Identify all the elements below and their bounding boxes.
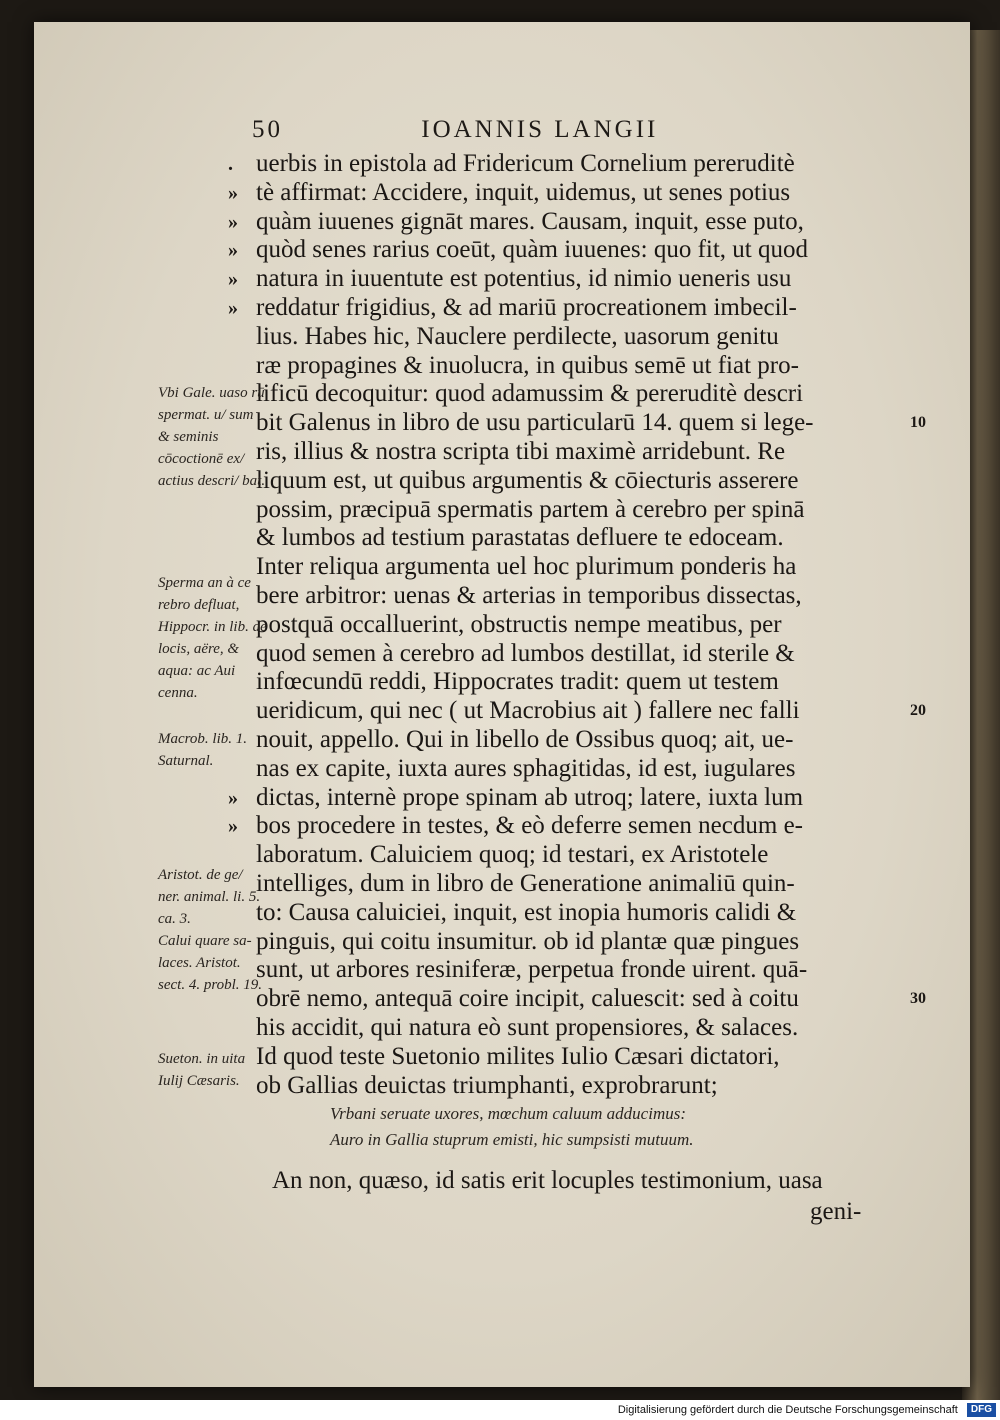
text-line xyxy=(256,956,896,985)
text-line xyxy=(228,236,896,265)
line-text: ræ propagines & inuolucra, in quibus semē ut fiat pro- xyxy=(256,351,799,379)
quotation-mark: » xyxy=(228,786,238,809)
text-line xyxy=(256,726,896,755)
text-line xyxy=(256,496,896,525)
line-text: quàm iuuenes gignāt mares. Causam, inquit, esse puto, xyxy=(256,207,804,235)
line-text: nas ex capite, iuxta aures sphagitidas, id est, iugulares xyxy=(256,754,796,782)
text-line xyxy=(228,178,896,208)
quotation-mark: . xyxy=(228,153,233,175)
text-line xyxy=(256,841,896,870)
line-text: nouit, appello. Qui in libello de Ossibus quoq; ait, ue- xyxy=(256,725,794,753)
line-text: ris, illius & nostra scripta tibi maximè arridebunt. Re xyxy=(256,437,786,465)
quotation-mark: » xyxy=(228,239,238,262)
text-line xyxy=(228,207,896,237)
text-line xyxy=(256,899,896,928)
line-number: 30 xyxy=(910,990,926,1008)
text-line xyxy=(256,755,896,784)
text-line xyxy=(256,611,896,640)
text-line xyxy=(256,640,896,669)
line-text: tè affirmat: Accidere, inquit, uidemus, ut senes potius xyxy=(256,178,791,206)
line-text: reddatur frigidius, & ad mariū procreationem imbecil- xyxy=(256,293,797,321)
footer-credit: Digitalisierung gefördert durch die Deutsche Forschungsgemeinschaft xyxy=(617,1404,958,1416)
text-line xyxy=(256,380,896,409)
text-line xyxy=(256,553,896,582)
text-line xyxy=(256,697,926,726)
text-line xyxy=(256,409,926,438)
margin-note-sperma: Sperma an à ce rebro defluat, Hippocr. in lib. de locis, aëre, & aqua: ac Aui cenna. xyxy=(158,575,267,701)
margin-note-calui: Calui quare sa- laces. Aristot. sect. 4. probl. 19. xyxy=(158,933,263,993)
line-text: lius. Habes hic, Nauclere perdilecte, uasorum genitu xyxy=(256,322,779,350)
line-text: his accidit, qui natura eò sunt propensiores, & salaces. xyxy=(256,1013,799,1041)
margin-note-aristotle: Aristot. de ge/ ner. animal. li. 5. ca. 3. xyxy=(158,867,261,927)
text-line xyxy=(256,438,896,467)
line-text: Inter reliqua argumenta uel hoc plurimum ponderis ha xyxy=(256,553,797,581)
line-text: bos procedere in testes, & eò deferre semen necdum e- xyxy=(256,812,803,840)
text-line xyxy=(228,293,896,323)
quotation-mark: » xyxy=(228,268,238,291)
line-text: infœcundū reddi, Hippocrates tradit: quem ut testem xyxy=(256,668,779,696)
line-text: lificū decoquitur: quod adamussim & pereruditè descri xyxy=(256,380,804,408)
text-line xyxy=(256,668,896,697)
text-line xyxy=(228,812,896,841)
line-text: Id quod teste Suetonio milites Iulio Cæsari dictatori, xyxy=(256,1042,780,1070)
line-text: quod semen à cerebro ad lumbos destillat, id sterile & xyxy=(256,639,795,667)
final-text-line: An non, quæso, id satis erit locuples testimonium, uasa xyxy=(272,1167,823,1194)
text-line xyxy=(256,1014,896,1043)
text-line xyxy=(256,985,926,1014)
text-line xyxy=(228,150,896,179)
main-text-block xyxy=(228,150,926,1100)
page-number: 50 xyxy=(252,116,283,143)
verse-line-1: Vrbani seruate uxores, mœchum caluum adducimus: xyxy=(330,1104,687,1123)
running-title: IOANNIS LANGII xyxy=(421,116,659,143)
line-text: to: Causa caluiciei, inquit, est inopia humoris calidi & xyxy=(256,898,797,926)
verse-line-2: Auro in Gallia stuprum emisti, hic sumpsisti mutuum. xyxy=(330,1130,694,1149)
line-text: intelliges, dum in libro de Generatione animaliū quin- xyxy=(256,869,795,897)
text-line xyxy=(256,582,896,611)
line-text: natura in iuuentute est potentius, id nimio ueneris usu xyxy=(256,265,792,293)
line-text: laboratum. Caluiciem quoq; id testari, ex Aristotele xyxy=(256,841,769,869)
line-number: 20 xyxy=(910,702,926,720)
text-line xyxy=(256,1043,896,1072)
text-line xyxy=(256,467,896,496)
quotation-mark: » xyxy=(228,815,238,838)
text-line xyxy=(228,265,896,294)
running-header xyxy=(252,116,892,144)
line-text: uerbis in epistola ad Fridericum Cornelium pereruditè xyxy=(256,150,795,177)
catchword: geni- xyxy=(810,1198,862,1225)
line-text: postquā occalluerint, obstructis nempe meatibus, per xyxy=(256,610,782,638)
digitization-footer xyxy=(0,1400,1000,1420)
line-text: quòd senes rarius coeūt, quàm iuuenes: quo fit, ut quod xyxy=(256,236,808,264)
margin-note-suetonius: Sueton. in uita Iulij Cæsaris. xyxy=(158,1051,246,1089)
line-text: liquum est, ut quibus argumentis & cōiecturis asserere xyxy=(256,466,799,494)
line-text: bit Galenus in libro de usu particularū 14. quem si lege- xyxy=(256,409,814,437)
line-number: 10 xyxy=(910,414,926,432)
line-text: ueridicum, qui nec ( ut Macrobius ait ) fallere nec falli xyxy=(256,697,800,725)
text-line xyxy=(256,524,896,553)
text-line xyxy=(256,352,896,381)
quotation-mark: » xyxy=(228,210,238,233)
text-line xyxy=(228,783,896,813)
line-text: obrē nemo, antequā coire incipit, caluescit: sed à coitu xyxy=(256,985,799,1013)
text-line xyxy=(256,870,896,899)
dfg-logo: DFG xyxy=(967,1403,996,1417)
line-text: sunt, ut arbores resiniferæ, perpetua fronde uirent. quā- xyxy=(256,956,808,984)
line-text: dictas, internè prope spinam ab utroq; latere, iuxta lum xyxy=(256,783,804,811)
text-line xyxy=(256,1072,896,1101)
line-text: possim, præcipuā spermatis partem à cerebro per spinā xyxy=(256,495,805,523)
line-text: ob Gallias deuictas triumphanti, exprobrarunt; xyxy=(256,1071,718,1099)
quotation-mark: » xyxy=(228,181,238,204)
line-text: & lumbos ad testium parastatas defluere te edoceam. xyxy=(256,524,784,552)
text-line xyxy=(256,323,896,352)
quotation-mark: » xyxy=(228,296,238,319)
line-text: bere arbitror: uenas & arterias in temporibus dissectas, xyxy=(256,581,802,609)
text-line xyxy=(256,928,896,957)
margin-note-macrobius: Macrob. lib. 1. Saturnal. xyxy=(158,731,248,769)
margin-note-galen: Vbi Gale. uaso rū spermat. u/ sum & seminis cōcoctionē ex/ actius descri/ bat. xyxy=(158,385,266,489)
line-text: pinguis, qui coitu insumitur. ob id plantæ quæ pingues xyxy=(256,927,800,955)
